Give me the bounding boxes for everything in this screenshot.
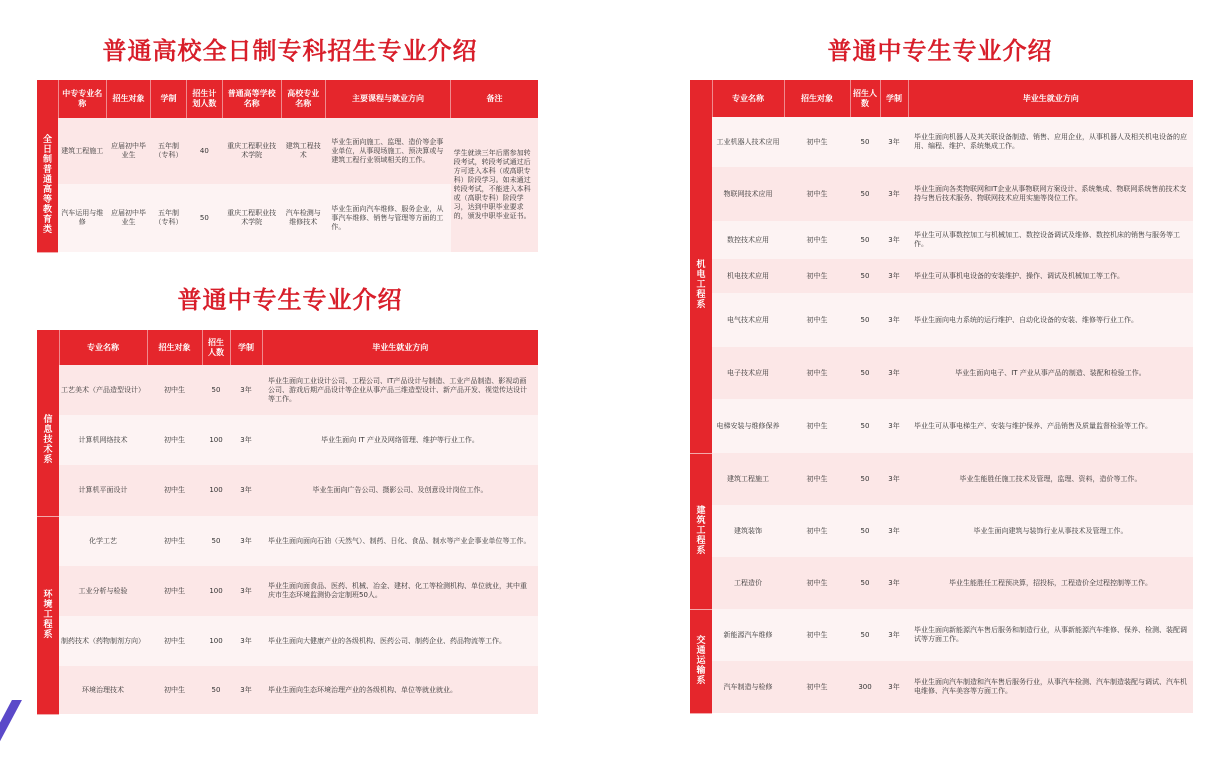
major-name: 电子技术应用 (712, 347, 784, 399)
duration-cell: 3年 (880, 293, 908, 347)
duration-cell: 3年 (880, 259, 908, 293)
num-cell: 50 (202, 365, 230, 415)
num-cell: 100 (202, 566, 230, 616)
target-cell: 初中生 (784, 259, 850, 293)
major-name: 建筑工程施工 (712, 453, 784, 505)
duration-cell: 3年 (880, 505, 908, 557)
duration-cell: 3年 (880, 167, 908, 221)
desc-cell: 毕业生能胜任工程预决算，招投标，工程造价全过程控制等工作。 (908, 557, 1193, 609)
table-row (690, 117, 1193, 167)
num-cell: 100 (202, 415, 230, 465)
dept-label: 建筑工程系 (690, 453, 712, 609)
header-blank (37, 330, 59, 365)
header-num: 招生人数 (850, 80, 880, 117)
duration-cell: 3年 (230, 415, 262, 465)
major-name: 环境治理技术 (59, 666, 147, 714)
duration-cell: 3年 (230, 465, 262, 516)
right-title: 普通中专生专业介绍 (827, 37, 1053, 65)
target-cell: 初中生 (784, 117, 850, 167)
major-cell: 汽车运用与维修 (58, 184, 106, 252)
target-cell: 初中生 (147, 465, 202, 516)
major-name: 数控技术应用 (712, 221, 784, 259)
header-note: 备注 (451, 80, 538, 118)
major-name: 新能源汽车维修 (712, 609, 784, 661)
major-name: 工业机器人技术应用 (712, 117, 784, 167)
major-name: 计算机网络技术 (59, 415, 147, 465)
desc-cell: 毕业生面向各类物联网和IT企业从事物联网方案设计、系统集成、物联网系统售前技术支持与售后技术服务、物联网技术应用实施等岗位工作。 (908, 167, 1193, 221)
header-desc: 毕业生就业方向 (908, 80, 1193, 117)
left-bottom-title: 普通中专生专业介绍 (177, 286, 403, 314)
header-duration: 学制 (880, 80, 908, 117)
dept-label: 机电工程系 (690, 117, 712, 453)
header-target: 招生对象 (106, 80, 150, 118)
desc-cell: 毕业生面向面食品、医药、机械、冶金、建材、化工等检测机构、单位就业，其中重庆市生态环境监测协会定制班50人。 (262, 566, 538, 616)
desc-cell: 毕业生能胜任施工技术及管理，监理、资料，造价等工作。 (908, 453, 1193, 505)
table-row (690, 399, 1193, 453)
num-cell: 100 (202, 616, 230, 666)
duration-cell: 3年 (880, 609, 908, 661)
table-row (37, 465, 538, 516)
table-row (37, 415, 538, 465)
desc-cell: 毕业生面向电子、IT 产业从事产品的制造、装配和检验工作。 (908, 347, 1193, 399)
table-row (37, 566, 538, 616)
table-row (37, 516, 538, 566)
major-name: 机电技术应用 (712, 259, 784, 293)
duration-cell: 3年 (880, 557, 908, 609)
desc-cell: 毕业生面向广告公司、摄影公司、及创意设计岗位工作。 (262, 465, 538, 516)
num-cell: 50 (202, 666, 230, 714)
num-cell: 50 (850, 557, 880, 609)
num-cell: 300 (850, 661, 880, 713)
duration-cell: 3年 (230, 616, 262, 666)
target-cell: 初中生 (784, 505, 850, 557)
duration-cell: 3年 (230, 666, 262, 714)
desc-cell: 毕业生面向新能源汽车售后服务和制造行业，从事新能源汽车维修、保养、检测、装配调试等方面工作。 (908, 609, 1193, 661)
table-row (37, 365, 538, 415)
target-cell: 初中生 (147, 516, 202, 566)
major-name: 工艺美术（产品造型设计） (59, 365, 147, 415)
header-target: 招生对象 (147, 330, 202, 365)
desc-cell: 毕业生面向 IT 产业及网络管理、维护等行业工作。 (262, 415, 538, 465)
header-name: 专业名称 (712, 80, 784, 117)
target-cell: 初中生 (784, 609, 850, 661)
dept-label: 环境工程系 (37, 516, 59, 714)
num-cell: 50 (850, 259, 880, 293)
decorative-stripe (0, 700, 22, 760)
num-cell: 50 (850, 293, 880, 347)
right-major-table (690, 80, 1193, 714)
num-cell: 50 (850, 117, 880, 167)
left-major-table (37, 330, 538, 715)
duration-cell: 五年制（专科） (151, 118, 187, 184)
duration-cell: 3年 (880, 221, 908, 259)
table-row (690, 293, 1193, 347)
header-name: 专业名称 (59, 330, 147, 365)
left-top-title: 普通高校全日制专科招生专业介绍 (102, 37, 478, 65)
desc-cell: 毕业生面向建筑与装饰行业从事技术及管理工作。 (908, 505, 1193, 557)
target-cell: 初中生 (784, 347, 850, 399)
header-blank (690, 80, 712, 117)
major-name: 工程造价 (712, 557, 784, 609)
desc-cell: 毕业生面向汽车制造和汽车售后服务行业，从事汽车检测、汽车制造装配与调试、汽车机电维修、汽车美容等方面工作。 (908, 661, 1193, 713)
target-cell: 初中生 (147, 566, 202, 616)
header-duration: 学制 (230, 330, 262, 365)
quota-cell: 50 (186, 184, 222, 252)
header-blank (37, 80, 58, 118)
table-row (690, 453, 1193, 505)
num-cell: 100 (202, 465, 230, 516)
major-name: 建筑装饰 (712, 505, 784, 557)
target-cell: 初中生 (147, 415, 202, 465)
major-name: 工业分析与检验 (59, 566, 147, 616)
target-cell: 初中生 (784, 221, 850, 259)
target-cell: 初中生 (784, 399, 850, 453)
major-name: 电气技术应用 (712, 293, 784, 347)
duration-cell: 3年 (880, 117, 908, 167)
desc-cell: 毕业生可从事电梯生产、安装与维护保养、产品销售及质量监督检验等工作。 (908, 399, 1193, 453)
header-course: 主要课程与就业方向 (325, 80, 450, 118)
dept-label: 信息技术系 (37, 365, 59, 516)
desc-cell: 毕业生可从事数控加工与机械加工、数控设备调试及维修、数控机床的销售与服务等工作。 (908, 221, 1193, 259)
desc-cell: 毕业生面向机器人及其关联设备制造、销售、应用企业，从事机器人及相关机电设备的应用、编程、维护、系统集成工作。 (908, 117, 1193, 167)
duration-cell: 3年 (230, 516, 262, 566)
table-row (690, 505, 1193, 557)
header-desc: 毕业生就业方向 (262, 330, 538, 365)
num-cell: 50 (850, 167, 880, 221)
major-name: 电梯安装与维修保养 (712, 399, 784, 453)
major-cell: 建筑工程施工 (58, 118, 106, 184)
table-row (690, 661, 1193, 713)
dept-label: 全日制普通高等教育类 (37, 118, 58, 252)
note-cell: 学生就读三年后需参加转段考试，转段考试通过后方可进入本科（或高职专科）阶段学习。如未通过转段考试，不能进入本科或（高职专科）阶段学习，达到中职毕业要求的，颁发中职毕业证书。 (451, 118, 538, 252)
target-cell: 初中生 (784, 453, 850, 505)
major-name: 计算机平面设计 (59, 465, 147, 516)
major-name: 汽车制造与检修 (712, 661, 784, 713)
major-name: 物联网技术应用 (712, 167, 784, 221)
num-cell: 50 (850, 347, 880, 399)
num-cell: 50 (850, 399, 880, 453)
table-row (37, 118, 538, 184)
school-cell: 重庆工程职业技术学院 (222, 184, 281, 252)
num-cell: 50 (850, 505, 880, 557)
target-cell: 初中生 (147, 365, 202, 415)
target-cell: 初中生 (784, 293, 850, 347)
school-cell: 重庆工程职业技术学院 (222, 118, 281, 184)
num-cell: 50 (202, 516, 230, 566)
desc-cell: 毕业生面向面向石油（天然气）、制药、日化、食品、制水等产业企事业单位等工作。 (262, 516, 538, 566)
dept-label: 交通运输系 (690, 609, 712, 713)
target-cell: 应届初中毕业生 (106, 184, 150, 252)
table-row (37, 666, 538, 714)
desc-cell: 毕业生面向生态环境治理产业的各级机构、单位等就业就业。 (262, 666, 538, 714)
header-major: 中专专业名称 (58, 80, 106, 118)
duration-cell: 3年 (880, 661, 908, 713)
table-row (690, 221, 1193, 259)
target-cell: 初中生 (147, 666, 202, 714)
course-cell: 毕业生面向施工、监理、造价等企事业单位，从事现场施工、预决算或与建筑工程行业领域相关的工作。 (325, 118, 450, 184)
duration-cell: 3年 (880, 399, 908, 453)
desc-cell: 毕业生面向大健康产业的各级机构、医药公司、制药企业、药品物流等工作。 (262, 616, 538, 666)
table-row (37, 616, 538, 666)
num-cell: 50 (850, 453, 880, 505)
college-major-cell: 汽车检测与维修技术 (281, 184, 325, 252)
desc-cell: 毕业生面向电力系统的运行维护、自动化设备的安装、维修等行业工作。 (908, 293, 1193, 347)
college-major-cell: 建筑工程技术 (281, 118, 325, 184)
college-program-table (37, 80, 538, 253)
target-cell: 初中生 (784, 557, 850, 609)
duration-cell: 3年 (880, 453, 908, 505)
target-cell: 初中生 (784, 167, 850, 221)
desc-cell: 毕业生面向工业设计公司、工程公司、IT产品设计与制造、工业产品制造、影视动画公司、游戏后期产品设计等企业从事产品三维造型设计、新产品开发、视觉传达设计等工作。 (262, 365, 538, 415)
table-row (690, 557, 1193, 609)
num-cell: 50 (850, 609, 880, 661)
major-name: 化学工艺 (59, 516, 147, 566)
header-target: 招生对象 (784, 80, 850, 117)
duration-cell: 3年 (230, 365, 262, 415)
target-cell: 初中生 (147, 616, 202, 666)
header-duration: 学制 (151, 80, 187, 118)
header-school: 普通高等学校名称 (222, 80, 281, 118)
duration-cell: 3年 (230, 566, 262, 616)
major-name: 制药技术（药物制剂方向） (59, 616, 147, 666)
num-cell: 50 (850, 221, 880, 259)
target-cell: 初中生 (784, 661, 850, 713)
table-row (690, 609, 1193, 661)
desc-cell: 毕业生可从事机电设备的安装维护、操作、调试及机械加工等工作。 (908, 259, 1193, 293)
header-quota: 招生计划人数 (186, 80, 222, 118)
header-num: 招生人数 (202, 330, 230, 365)
table-row (690, 167, 1193, 221)
course-cell: 毕业生面向汽车维修、服务企业，从事汽车维修、销售与管理等方面的工作。 (325, 184, 450, 252)
header-college-major: 高校专业名称 (281, 80, 325, 118)
duration-cell: 3年 (880, 347, 908, 399)
table-row (690, 259, 1193, 293)
quota-cell: 40 (186, 118, 222, 184)
target-cell: 应届初中毕业生 (106, 118, 150, 184)
table-row (690, 347, 1193, 399)
duration-cell: 五年制（专科） (151, 184, 187, 252)
